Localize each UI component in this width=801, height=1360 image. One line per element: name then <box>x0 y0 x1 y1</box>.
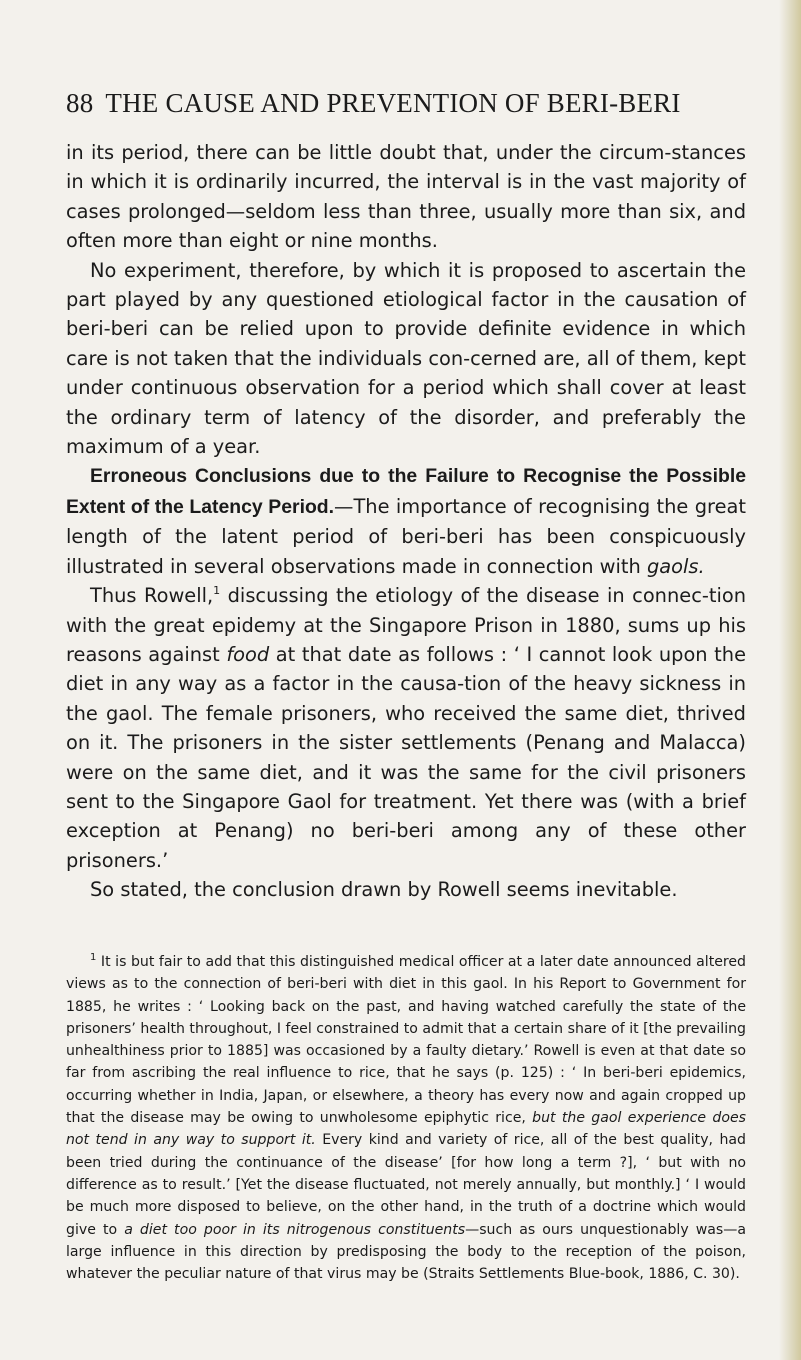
running-header <box>66 88 746 119</box>
paragraph-5: So stated, the conclusion drawn by Rowell seems inevitable. <box>90 878 678 902</box>
footnote-paragraph <box>66 951 746 1285</box>
paragraph-4-text-c: at that date as follows : ‘ I cannot look upon the diet in any way as a factor in the causa-tion of the heavy sickness in the gaol. The female prisoners, who received the same diet, thrived on it. The prisoners in the sister settlements (Penang and Malacca) were on the same diet, and it was the same for the civil prisoners sent to the Singapore Gaol for treatment. Yet there was (with a brief exception at Penang) no beri-beri among any of these other prisoners.’ <box>66 642 747 872</box>
footnote-italic-2: a diet too poor in its nitrogenous constituents <box>124 1221 466 1238</box>
footnote-marker: 1 <box>90 952 97 963</box>
page-number: 88 <box>66 88 94 118</box>
paragraph-4-text-b: discussing the etiology of the disease in connec-tion with the great epidemy at the Singapore Prison in 1880, sums up his reasons against <box>66 584 746 666</box>
paragraph-4 <box>66 581 746 875</box>
main-text <box>66 138 746 905</box>
footnote-italic-1: but the gaol experience does not tend in any way to support it. <box>66 1110 746 1149</box>
footnote-text-b: Every kind and variety of rice, all of the best quality, had been tried during the continuance of the disease’ [for how long a term ?], ‘ but with no difference as to result.’ [Yet the disease fluctuated, not merely annually, but monthly.] ‘ I would be much more disposed to believe, on the other hand, in the truth of a doctrine which would give to <box>66 1132 746 1238</box>
running-title: THE CAUSE AND PREVENTION OF BERI-BERI <box>105 88 681 118</box>
footnote-text-c: —such as ours unquestionably was—a large influence in this direction by predisposing the body to the reception of the poison, whatever the peculiar nature of that virus may be (Straits Settlements Blue-book, 1886, C. 30). <box>66 1221 746 1283</box>
paragraph-2: No experiment, therefore, by which it is proposed to ascertain the part played by any questioned etiological factor in the causation of beri-beri can be relied upon to provide definite evidence in which care is not taken that the individuals con-cerned are, all of them, kept under continuous observation for a period which shall cover at least the ordinary term of latency of the disorder, and preferably the maximum of a year. <box>66 258 746 459</box>
page-edge-shadow <box>779 0 801 1360</box>
footnote-reference: 1 <box>213 584 221 598</box>
paragraph-3 <box>66 461 746 581</box>
paragraph-3-italic: gaols. <box>646 554 705 578</box>
section-heading: Erroneous Conclusions due to the Failure to Recognise the Possible Extent of the Latency Period. <box>66 465 746 518</box>
paragraph-1: in its period, there can be little doubt that, under the circum-stances in which it is ordinarily incurred, the interval is in the vast majority of cases prolonged—seldom less than three, usually more than six, and often more than eight or nine months. <box>66 141 746 253</box>
paragraph-4-text-a: Thus Rowell, <box>90 584 214 608</box>
footnote <box>66 951 746 1285</box>
paragraph-3-text: —The importance of recognising the great length of the latent period of beri-beri has been conspicuously illustrated in several observations made in connection with <box>66 494 746 578</box>
footnote-text-a: It is but fair to add that this distinguished medical officer at a later date announced altered views as to the connection of beri-beri with diet in this gaol. In his Report to Government for 1885, he writes : ‘ Looking back on the past, and having watched carefully the state of the prisoners’ health throughout, I feel constrained to admit that a certain share of it [the prevailing unhealthiness prior to 1885] was occasioned by a faulty dietary.’ Rowell is even at that date so far from ascribing the real influence to rice, that he says (p. 125) : ‘ In beri-beri epidemics, occurring whether in India, Japan, or elsewhere, a theory has every now and again cropped up that the disease may be owing to unwholesome epiphytic rice, <box>66 954 746 1127</box>
paragraph-4-italic: food <box>226 642 270 666</box>
